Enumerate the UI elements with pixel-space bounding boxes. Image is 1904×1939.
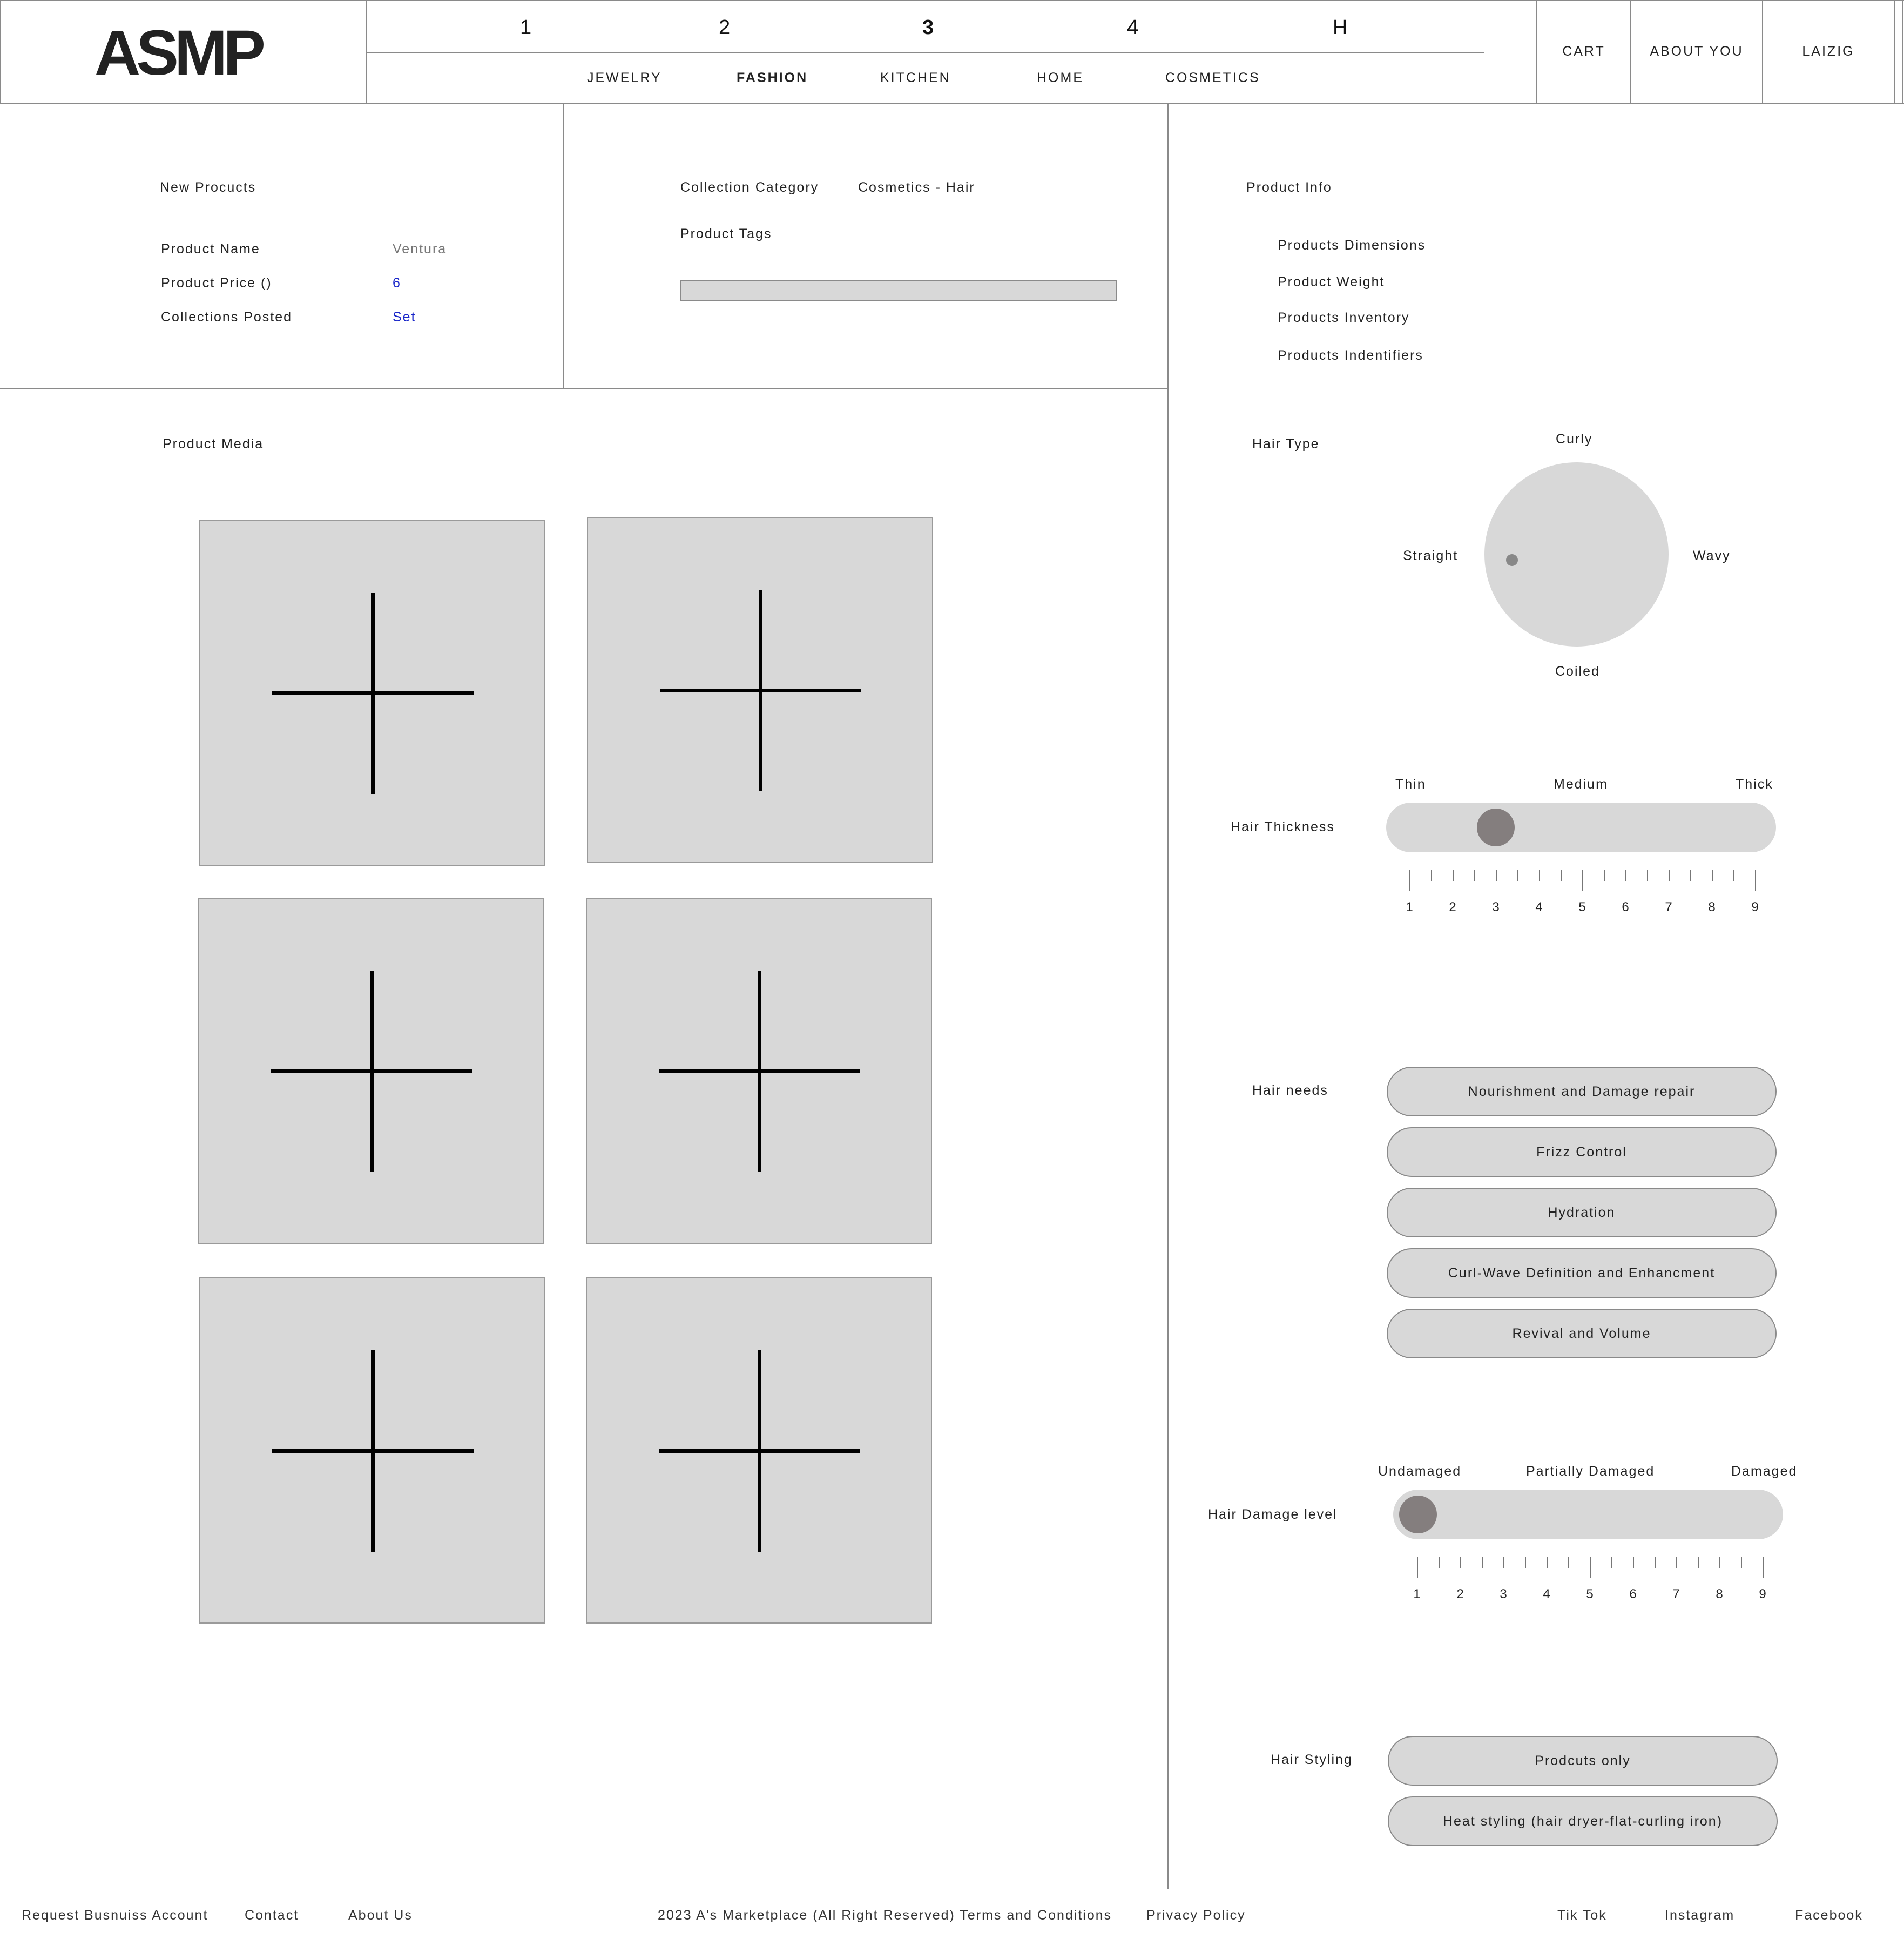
plus-icon-v (370, 971, 374, 1172)
hair-damage-numbers (1413, 1587, 1766, 1603)
ruler-tick (1460, 1557, 1461, 1568)
ruler-tick (1582, 870, 1583, 891)
ruler-tick (1647, 870, 1648, 881)
hair-type-wavy: Wavy (1693, 548, 1731, 563)
tick-number: 1 (1413, 1587, 1421, 1601)
tick-number: 6 (1629, 1587, 1637, 1601)
ruler-tick (1525, 1557, 1526, 1568)
hair-type-label: Hair Type (1252, 436, 1320, 452)
product-dimensions-link[interactable]: Products Dimensions (1278, 238, 1426, 253)
hair-type-selector[interactable] (1484, 462, 1669, 647)
product-name-label: Product Name (161, 241, 260, 257)
collection-category-label: Collection Category (680, 180, 819, 195)
product-weight-link[interactable]: Product Weight (1278, 274, 1385, 289)
ruler-tick (1568, 1557, 1569, 1568)
footer-instagram[interactable]: Instagram (1665, 1908, 1735, 1923)
tick-number: 4 (1535, 900, 1543, 914)
nav-cosmetics[interactable]: COSMETICS (1165, 70, 1260, 85)
thickness-thin-label: Thin (1395, 777, 1426, 792)
thickness-medium-label: Medium (1554, 777, 1608, 792)
media-upload-tile[interactable] (586, 1277, 932, 1624)
hair-need-hydration[interactable]: Hydration (1387, 1188, 1777, 1237)
step-4[interactable]: 4 (1127, 16, 1139, 39)
media-upload-tile[interactable] (199, 1277, 545, 1624)
ruler-tick (1453, 870, 1454, 881)
header-left-border (0, 0, 1, 104)
hair-type-curly: Curly (1556, 432, 1593, 447)
plus-icon-v (758, 971, 761, 1172)
media-upload-tile[interactable] (198, 898, 544, 1244)
tick-number: 9 (1759, 1587, 1766, 1601)
hair-thickness-numbers (1406, 900, 1759, 916)
tick-number: 1 (1406, 900, 1413, 914)
product-name-value[interactable]: Ventura (393, 241, 447, 257)
ruler-tick (1439, 1557, 1440, 1568)
step-1[interactable]: 1 (520, 16, 532, 39)
hair-need-revival-volume[interactable]: Revival and Volume (1387, 1309, 1777, 1358)
step-3[interactable]: 3 (922, 16, 934, 39)
media-upload-tile[interactable] (586, 898, 932, 1244)
media-upload-tile[interactable] (587, 517, 933, 863)
ruler-tick (1698, 1557, 1699, 1568)
tick-number: 6 (1622, 900, 1629, 914)
hair-need-frizz-control[interactable]: Frizz Control (1387, 1127, 1777, 1177)
step-2[interactable]: 2 (719, 16, 731, 39)
hair-thickness-slider[interactable] (1386, 803, 1776, 852)
ruler-tick (1712, 870, 1713, 881)
ruler-tick (1474, 870, 1475, 881)
hair-thickness-handle[interactable] (1477, 809, 1515, 846)
cart-link[interactable]: CART (1562, 43, 1605, 59)
ruler-tick (1625, 870, 1626, 881)
hair-type-marker[interactable] (1506, 554, 1518, 566)
ruler-tick (1539, 870, 1540, 881)
tick-number: 3 (1492, 900, 1500, 914)
nav-kitchen[interactable]: KITCHEN (880, 70, 951, 85)
ruler-tick (1604, 870, 1605, 881)
ruler-tick (1590, 1557, 1591, 1578)
ruler-tick (1669, 870, 1670, 881)
hair-need-curl-definition[interactable]: Curl-Wave Definition and Enhancment (1387, 1248, 1777, 1298)
product-tags-input[interactable] (680, 280, 1117, 301)
header-right-border (1902, 0, 1903, 104)
product-price-label: Product Price () (161, 275, 272, 291)
collection-category-value[interactable]: Cosmetics - Hair (858, 180, 975, 195)
product-price-value[interactable]: 6 (393, 275, 401, 291)
nav-fashion[interactable]: FASHION (737, 70, 808, 85)
right-column-divider (1167, 104, 1169, 1889)
plus-icon-v (759, 590, 762, 791)
hair-needs-label: Hair needs (1252, 1083, 1328, 1098)
nav-jewelry[interactable]: JEWELRY (587, 70, 662, 85)
hair-damage-label: Hair Damage level (1208, 1507, 1338, 1522)
product-info-title: Product Info (1246, 180, 1332, 195)
ruler-tick (1611, 1557, 1612, 1568)
hair-thickness-label: Hair Thickness (1231, 819, 1335, 834)
footer-privacy-policy[interactable]: Privacy Policy (1146, 1908, 1246, 1923)
ruler-tick (1409, 870, 1410, 891)
footer-facebook[interactable]: Facebook (1795, 1908, 1863, 1923)
hair-thickness-ruler (1409, 870, 1755, 891)
damage-damaged-label: Damaged (1731, 1464, 1798, 1479)
tick-number: 9 (1751, 900, 1759, 914)
nav-home[interactable]: HOME (1037, 70, 1084, 85)
tick-number: 4 (1543, 1587, 1550, 1601)
ruler-tick (1633, 1557, 1634, 1568)
plus-icon-v (371, 1350, 375, 1552)
tick-number: 2 (1449, 900, 1456, 914)
top-section-divider (563, 104, 564, 389)
tick-number: 5 (1578, 900, 1586, 914)
footer-tiktok[interactable]: Tik Tok (1557, 1908, 1607, 1923)
plus-icon-v (371, 593, 375, 794)
ruler-tick (1655, 1557, 1656, 1568)
tick-number: 7 (1672, 1587, 1680, 1601)
ruler-tick (1417, 1557, 1418, 1578)
ruler-tick (1482, 1557, 1483, 1568)
ruler-tick (1431, 870, 1432, 881)
ruler-tick (1690, 870, 1691, 881)
tick-number: 5 (1586, 1587, 1594, 1601)
ruler-tick (1547, 1557, 1548, 1568)
ruler-tick (1741, 1557, 1742, 1568)
tick-number: 8 (1716, 1587, 1723, 1601)
media-upload-tile[interactable] (199, 520, 545, 866)
ruler-tick (1755, 870, 1756, 891)
ruler-tick (1763, 1557, 1764, 1578)
plus-icon-v (758, 1350, 761, 1552)
hair-damage-ruler (1417, 1557, 1763, 1578)
hair-need-nourishment[interactable]: Nourishment and Damage repair (1387, 1067, 1777, 1116)
collections-posted-value[interactable]: Set (393, 309, 416, 325)
footer-request-account[interactable]: Request Busnuiss Account (22, 1908, 208, 1923)
ruler-tick (1503, 1557, 1504, 1568)
product-identifiers-link[interactable]: Products Indentifiers (1278, 348, 1423, 363)
new-products-title: New Procucts (160, 180, 256, 195)
ruler-tick (1496, 870, 1497, 881)
hair-damage-slider[interactable] (1393, 1490, 1783, 1539)
media-top-border (0, 388, 1167, 389)
tick-number: 2 (1456, 1587, 1464, 1601)
tick-number: 8 (1708, 900, 1716, 914)
damage-partial-label: Partially Damaged (1526, 1464, 1655, 1479)
styling-heat[interactable]: Heat styling (hair dryer-flat-curling iron) (1388, 1796, 1778, 1846)
hair-styling-label: Hair Styling (1271, 1752, 1353, 1767)
header-bottom-border (0, 103, 1904, 104)
footer-copyright-terms[interactable]: 2023 A's Marketplace (All Right Reserved) Terms and Conditions (658, 1908, 1112, 1923)
tick-number: 7 (1665, 900, 1672, 914)
ruler-tick (1733, 870, 1734, 881)
hair-type-straight: Straight (1403, 548, 1459, 563)
account-link[interactable]: LAIZIG (1802, 43, 1855, 59)
styling-products-only[interactable]: Prodcuts only (1388, 1736, 1778, 1786)
ruler-tick (1561, 870, 1562, 881)
product-tags-label: Product Tags (680, 226, 772, 241)
product-inventory-link[interactable]: Products Inventory (1278, 310, 1410, 325)
header-right-divider (1894, 0, 1895, 104)
ruler-tick (1676, 1557, 1677, 1568)
damage-undamaged-label: Undamaged (1378, 1464, 1462, 1479)
tick-number: 3 (1500, 1587, 1507, 1601)
about-you-link[interactable]: ABOUT YOU (1650, 43, 1744, 59)
product-media-title: Product Media (163, 436, 264, 452)
step-h[interactable]: H (1333, 16, 1348, 39)
footer-contact[interactable]: Contact (245, 1908, 299, 1923)
hair-type-coiled: Coiled (1555, 664, 1600, 679)
logo[interactable]: ASMP (94, 17, 261, 89)
footer-about-us[interactable]: About Us (348, 1908, 413, 1923)
thickness-thick-label: Thick (1736, 777, 1773, 792)
collections-posted-label: Collections Posted (161, 309, 293, 325)
ruler-tick (1517, 870, 1518, 881)
steps-underline (367, 52, 1484, 53)
hair-damage-handle[interactable] (1399, 1496, 1437, 1533)
ruler-tick (1719, 1557, 1720, 1568)
